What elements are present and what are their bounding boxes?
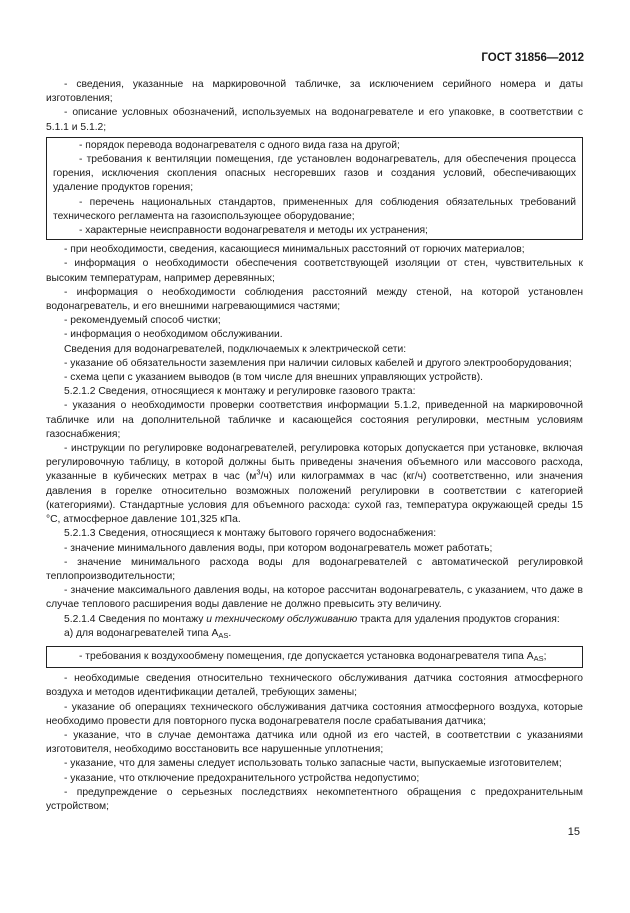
paragraph: - указание, что отключение предохранительного устройства недопустимо;: [64, 772, 420, 784]
section-heading: 5.2.1.2 Сведения, относящиеся к монтажу и регулировке газового тракта:: [64, 386, 416, 398]
paragraph-text: - инструкции по регулировке водонагревателей, регулировка которых допускается при установке, включая регулировочную таблицу, в которой должны быть приведены значения объемного или массового расхода, указанные в кубических метрах в час (м: [46, 443, 583, 483]
paragraph: - информация о необходимом обслуживании.: [64, 329, 283, 341]
paragraph: - предупреждение о серьезных последствиях некомпетентного обращения с предохранительным устройством;: [46, 786, 583, 812]
paragraph: - значение минимального давления воды, при котором водонагреватель может работать;: [64, 542, 493, 554]
paragraph: - указание, что для замены следует использовать только запасные части, выпускаемые изготовителем;: [64, 758, 562, 770]
subscript: AS: [533, 653, 544, 663]
paragraph-text: /ч) или килограммах в час (кг/ч) соответственно, или значения давления в горелке относительно возможных положений регулировки в соответствии с категорией (категориями). Стандартные условия для объемного расхода: сухой газ, температура окружающей среды 15 °С, атмосферное давление 101,325 кПа.: [46, 471, 583, 526]
paragraph: - требования к вентиляции помещения, где установлен водонагреватель, для обеспечения процесса горения, исключения скопления опасных несгоревших газов и создания условий, обеспечивающих удаление продуктов горения;: [53, 154, 576, 194]
paragraph: - информация о необходимости соблюдения расстояний между стеной, на которой установлен водонагреватель, и его внешними нагревающимися частями;: [46, 286, 583, 313]
paragraph: - значение максимального давления воды, на которое рассчитан водонагреватель, с указанием, что даже в случае теплового расширения воды давление не должно превысить эту величину.: [46, 585, 583, 611]
paragraph: - необходимые сведения относительно технического обслуживания датчика состояния атмосферного воздуха и методов идентификации деталей, требующих замены;: [46, 673, 583, 699]
paragraph-text: - требования к воздухообмену помещения, где допускается установка водонагревателя типа A: [79, 650, 534, 662]
paragraph: - характерные неисправности водонагревателя и методы их устранения;: [79, 225, 428, 237]
superscript: 3: [256, 468, 261, 478]
paragraph: - рекомендуемый способ чистки;: [64, 315, 221, 327]
paragraph: - информация о необходимости обеспечения соответствующей изоляции от стен, чувствительных к высоким температурам, например деревянных;: [46, 258, 583, 284]
paragraph: [46, 627, 583, 641]
paragraph-text: .: [228, 627, 232, 639]
paragraph-text: 5.2.1.4 Сведения по монтажу: [64, 613, 207, 625]
paragraph: - порядок перевода водонагревателя с одного вида газа на другой;: [79, 139, 400, 151]
boxed-change-block: [46, 646, 583, 668]
paragraph-text: а) для водонагревателей типа A: [64, 627, 219, 639]
paragraph: - указания о необходимости проверки соответствия информации 5.1.2, приведенной на маркировочной табличке или на дополнительной табличке и касающейся состояния регулировки, местным условиям газоснабжения;: [46, 400, 583, 440]
paragraph-text: ;: [543, 650, 547, 662]
section-heading: [46, 613, 583, 627]
paragraph: - перечень национальных стандартов, примененных для соблюдения обязательных требований технического регламента на газоиспользующее оборудование;: [53, 196, 576, 222]
document-body: [46, 78, 583, 814]
paragraph: [46, 442, 583, 527]
paragraph: - указание, что в случае демонтажа датчика или одной из его частей, в соответствии с указаниями изготовителя, необходимо восстановить все нарушенные уплотнения;: [46, 729, 583, 756]
page-number: 15: [567, 826, 580, 838]
paragraph: - при необходимости, сведения, касающиеся минимальных расстояний от горючих материалов;: [64, 244, 525, 256]
section-heading: 5.2.1.3 Сведения, относящиеся к монтажу бытового горячего водоснабжения:: [64, 528, 437, 540]
paragraph: - значение минимального расхода воды для водонагревателей с автоматической регулировкой теплопроизводительности;: [46, 556, 583, 582]
boxed-change-block: [46, 137, 583, 240]
document-header: ГОСТ 31856—2012: [481, 52, 584, 64]
paragraph: - сведения, указанные на маркировочной табличке, за исключением серийного номера и даты изготовления;: [46, 79, 583, 105]
italic-text: и техническому обслуживанию: [206, 613, 358, 625]
paragraph: Сведения для водонагревателей, подключаемых к электрической сети:: [64, 343, 407, 355]
paragraph: - описание условных обозначений, используемых на водонагревателе и его упаковке, в соответствии с 5.1.1 и 5.1.2;: [46, 107, 583, 133]
subscript: AS: [218, 630, 229, 640]
paragraph: - указание об обязательности заземления при наличии силовых кабелей и другого электрооборудования;: [64, 357, 572, 369]
paragraph: - указание об операциях технического обслуживания датчика состояния атмосферного воздуха, которые необходимо провести для повторного пуска водонагревателя после срабатывания датчика;: [46, 701, 583, 727]
paragraph: - схема цепи с указанием выводов (в том числе для внешних управляющих устройств).: [64, 372, 484, 384]
paragraph: [53, 650, 576, 664]
paragraph-text: тракта для удаления продуктов сгорания:: [357, 613, 560, 625]
